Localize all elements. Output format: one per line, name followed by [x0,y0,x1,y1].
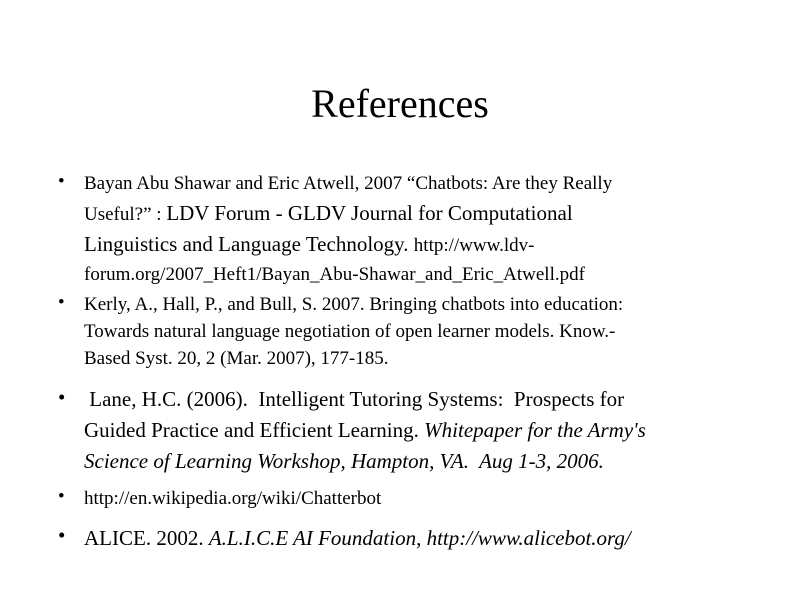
reference-text: ALICE. 2002. [84,526,209,550]
reference-source: Whitepaper for the Army's [424,418,646,442]
reference-source: Science of Learning Workshop, Hampton, VA. Aug 1-3, 2006. [84,449,604,473]
reference-text: Guided Practice and Efficient Learning. [84,418,425,442]
reference-line [84,346,748,373]
reference-item-alice [58,523,748,556]
reference-url: http://en.wikipedia.org/wiki/Chatterbot [84,488,382,509]
reference-url: forum.org/2007_Heft1/Bayan_Abu-Shawar_and_Eric_Atwell.pdf [84,264,585,285]
reference-text: Useful?” : [84,204,167,225]
reference-line [84,385,748,416]
reference-item-lane [58,385,748,478]
reference-line [84,261,748,290]
reference-line [84,523,748,556]
reference-line [84,292,748,319]
reference-text: Bayan Abu Shawar and Eric Atwell, 2007 “Chatbots: Are they Really [84,173,613,194]
reference-text: Lane, H.C. (2006). Intelligent Tutoring Systems: Prospects for [84,387,625,411]
references-list [58,170,748,556]
reference-text: Towards natural language negotiation of open learner models. Know.- [84,321,616,342]
reference-line [84,199,748,230]
bullet-icon: • [58,486,65,507]
reference-item-wikipedia [58,486,748,513]
reference-item-kerly [58,292,748,373]
reference-line [84,447,748,478]
reference-line [84,230,748,261]
reference-source: A.L.I.C.E AI Foundation, http://www.alicebot.org/ [208,526,631,550]
reference-url: http://www.ldv- [413,235,535,256]
reference-text: Kerly, A., Hall, P., and Bull, S. 2007. Bringing chatbots into education: [84,294,624,315]
reference-line [84,170,748,199]
reference-text: Based Syst. 20, 2 (Mar. 2007), 177-185. [84,348,389,369]
bullet-icon: • [58,523,66,547]
reference-line [84,319,748,346]
reference-text: Linguistics and Language Technology. [84,232,414,256]
reference-line [84,486,748,513]
bullet-icon: • [58,171,65,192]
reference-line [84,416,748,447]
reference-item-atwell [58,170,748,290]
bullet-icon: • [58,292,65,313]
slide-title: References [311,81,489,126]
reference-text: LDV Forum - GLDV Journal for Computational [166,201,573,225]
bullet-icon: • [58,385,66,409]
